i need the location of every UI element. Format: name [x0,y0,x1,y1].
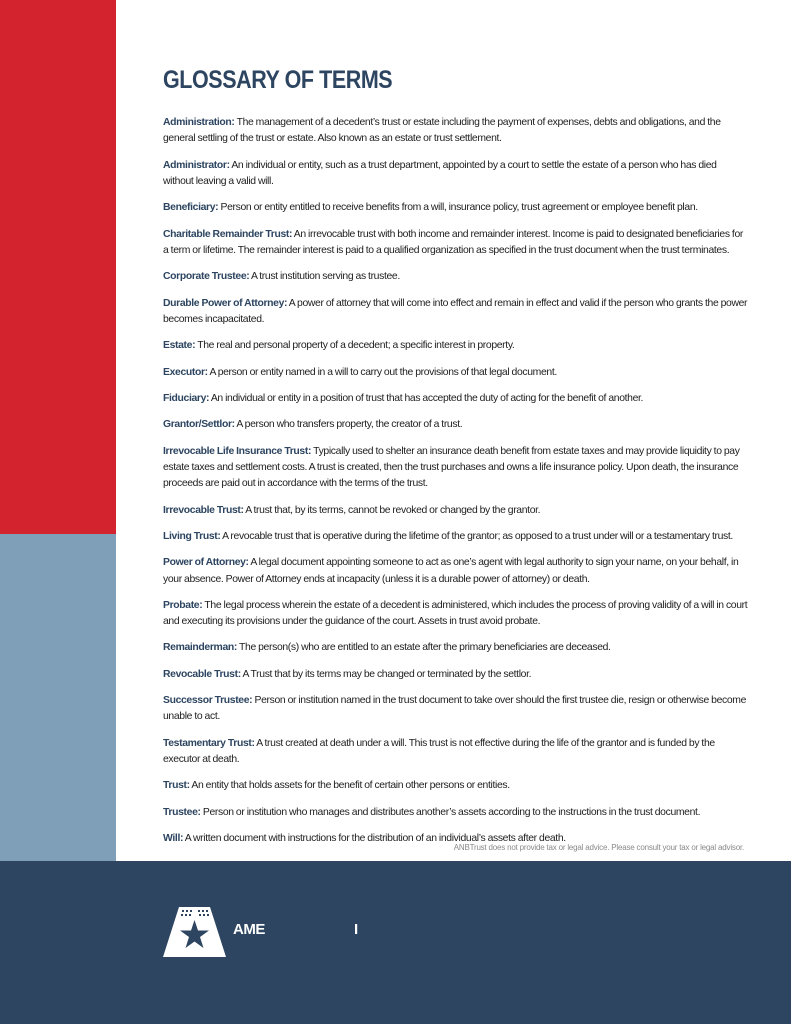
glossary-term: Administration: [163,117,235,128]
glossary-entry [163,736,748,768]
glossary-entry [163,200,748,216]
star-a-logo-icon [163,907,226,957]
glossary-term: Administrator: [163,159,230,171]
glossary-definition: An individual or entity in a position of trust that has accepted the duty of acting for the benefit of another. [209,392,644,404]
glossary-definition: The person(s) who are entitled to an estate after the primary beneficiaries are deceased. [236,642,611,654]
glossary-entry [163,529,748,545]
logo-text: AME [233,921,265,938]
glossary-definition: A Trust that by its terms may be changed or terminated by the settlor. [240,668,532,680]
glossary-definition: A power of attorney that will come into effect and remain in effect and valid if the person who grants the power becomes incapacitated. [163,297,748,325]
glossary-entry [163,503,748,519]
glossary-term: Grantor/Settlor: [163,419,235,431]
disclaimer: ANBTrust does not provide tax or legal advice. Please consult your tax or legal advisor. [453,843,744,852]
glossary-entry [163,365,748,381]
glossary-definition: A trust created at death under a will. This trust is not effective during the life of the grantor and is funded by the executor at death. [163,737,715,766]
footer-band [0,861,791,1024]
glossary-term: Will: [163,833,184,845]
glossary-entry [163,115,748,147]
glossary-entry [163,227,748,259]
glossary-definition: Person or institution who manages and distributes another’s assets according to the instructions in the trust document. [200,806,701,818]
glossary-term: Irrevocable Life Insurance Trust: [163,445,312,457]
accent-bar-blue [0,534,116,861]
glossary-definition: A trust that, by its terms, cannot be revoked or changed by the grantor. [243,504,541,516]
glossary-definition: A written document with instructions for the distribution of an individual’s assets after death. [183,833,566,845]
glossary-term: Power of Attorney: [163,557,249,569]
glossary-term: Revocable Trust: [163,668,241,680]
glossary-term: Estate: [163,340,196,352]
glossary-term: Durable Power of Attorney: [163,297,288,309]
glossary-definition: The management of a decedent’s trust or estate including the payment of expenses, debts and obligations, and the general settling of the trust or estate. Also known as an estate or trust settlement. [163,117,721,145]
glossary-entry [163,269,748,285]
glossary-entry [163,598,748,630]
glossary-entry [163,640,748,656]
glossary-content [163,64,748,858]
glossary-definition: A legal document appointing someone to act as one’s agent with legal authority to sign your name, on your behalf, in your absence. Power of Attorney ends at incapacity (unless it is a durable power of attorney) or death. [163,557,739,585]
glossary-definition: A person or entity named in a will to carry out the provisions of that legal document. [207,366,557,378]
glossary-entry [163,667,748,683]
glossary-entry [163,417,748,433]
glossary-definition: A person who transfers property, the creator of a trust. [234,419,463,431]
glossary-definition: An irrevocable trust with both income and remainder interest. Income is paid to designated beneficiaries for a term or lifetime. The remainder interest is paid to a qualified organization as specified in the trust document when the trust terminates. [163,228,743,256]
glossary-entry [163,693,748,725]
logo-text-fragment: I [354,921,359,938]
glossary-term: Executor: [163,366,208,378]
glossary-term: Charitable Remainder Trust: [163,228,293,240]
glossary-entry [163,391,748,407]
accent-bar-red [0,0,116,534]
glossary-term: Irrevocable Trust: [163,504,244,516]
glossary-definition: A trust institution serving as trustee. [249,271,400,283]
glossary-list [163,115,748,847]
glossary-definition: An individual or entity, such as a trust department, appointed by a court to settle the estate of a person who has died without leaving a valid will. [163,159,717,187]
glossary-entry [163,158,748,190]
glossary-term: Trustee: [163,806,201,818]
glossary-term: Trust: [163,780,190,792]
glossary-entry [163,555,748,587]
glossary-term: Living Trust: [163,530,221,542]
page-title: GLOSSARY OF TERMS [163,66,393,94]
glossary-term: Corporate Trustee: [163,271,250,283]
glossary-entry [163,444,748,493]
glossary-definition: A revocable trust that is operative during the lifetime of the grantor; as opposed to a trust under will or a testamentary trust. [220,530,733,542]
glossary-term: Remainderman: [163,642,237,654]
glossary-definition: Person or institution named in the trust document to take over should the first trustee die, resign or otherwise become unable to act. [163,695,747,723]
glossary-term: Beneficiary: [163,202,219,214]
glossary-term: Fiduciary: [163,392,210,404]
glossary-term: Testamentary Trust: [163,737,255,749]
glossary-entry [163,338,748,354]
glossary-entry [163,805,748,821]
glossary-entry [163,296,748,328]
glossary-definition: An entity that holds assets for the benefit of certain other persons or entities. [189,780,510,792]
glossary-definition: Person or entity entitled to receive benefits from a will, insurance policy, trust agreement or employee benefit plan. [218,202,698,214]
glossary-entry [163,778,748,794]
glossary-definition: Typically used to shelter an insurance death benefit from estate taxes and may provide liquidity to pay estate taxes and settlement costs. A trust is created, then the trust purchases and owns a life insurance policy. Upon death, the insurance proceeds are paid out in accordance with the terms of the trust. [163,445,740,490]
glossary-definition: The legal process wherein the estate of a decedent is administered, which includes the process of proving validity of a will in court and executing its provisions under the guidance of the court. Assets in trust avoid probate. [163,599,748,628]
glossary-definition: The real and personal property of a decedent; a specific interest in property. [195,340,515,352]
glossary-term: Successor Trustee: [163,695,253,707]
glossary-term: Probate: [163,599,203,611]
